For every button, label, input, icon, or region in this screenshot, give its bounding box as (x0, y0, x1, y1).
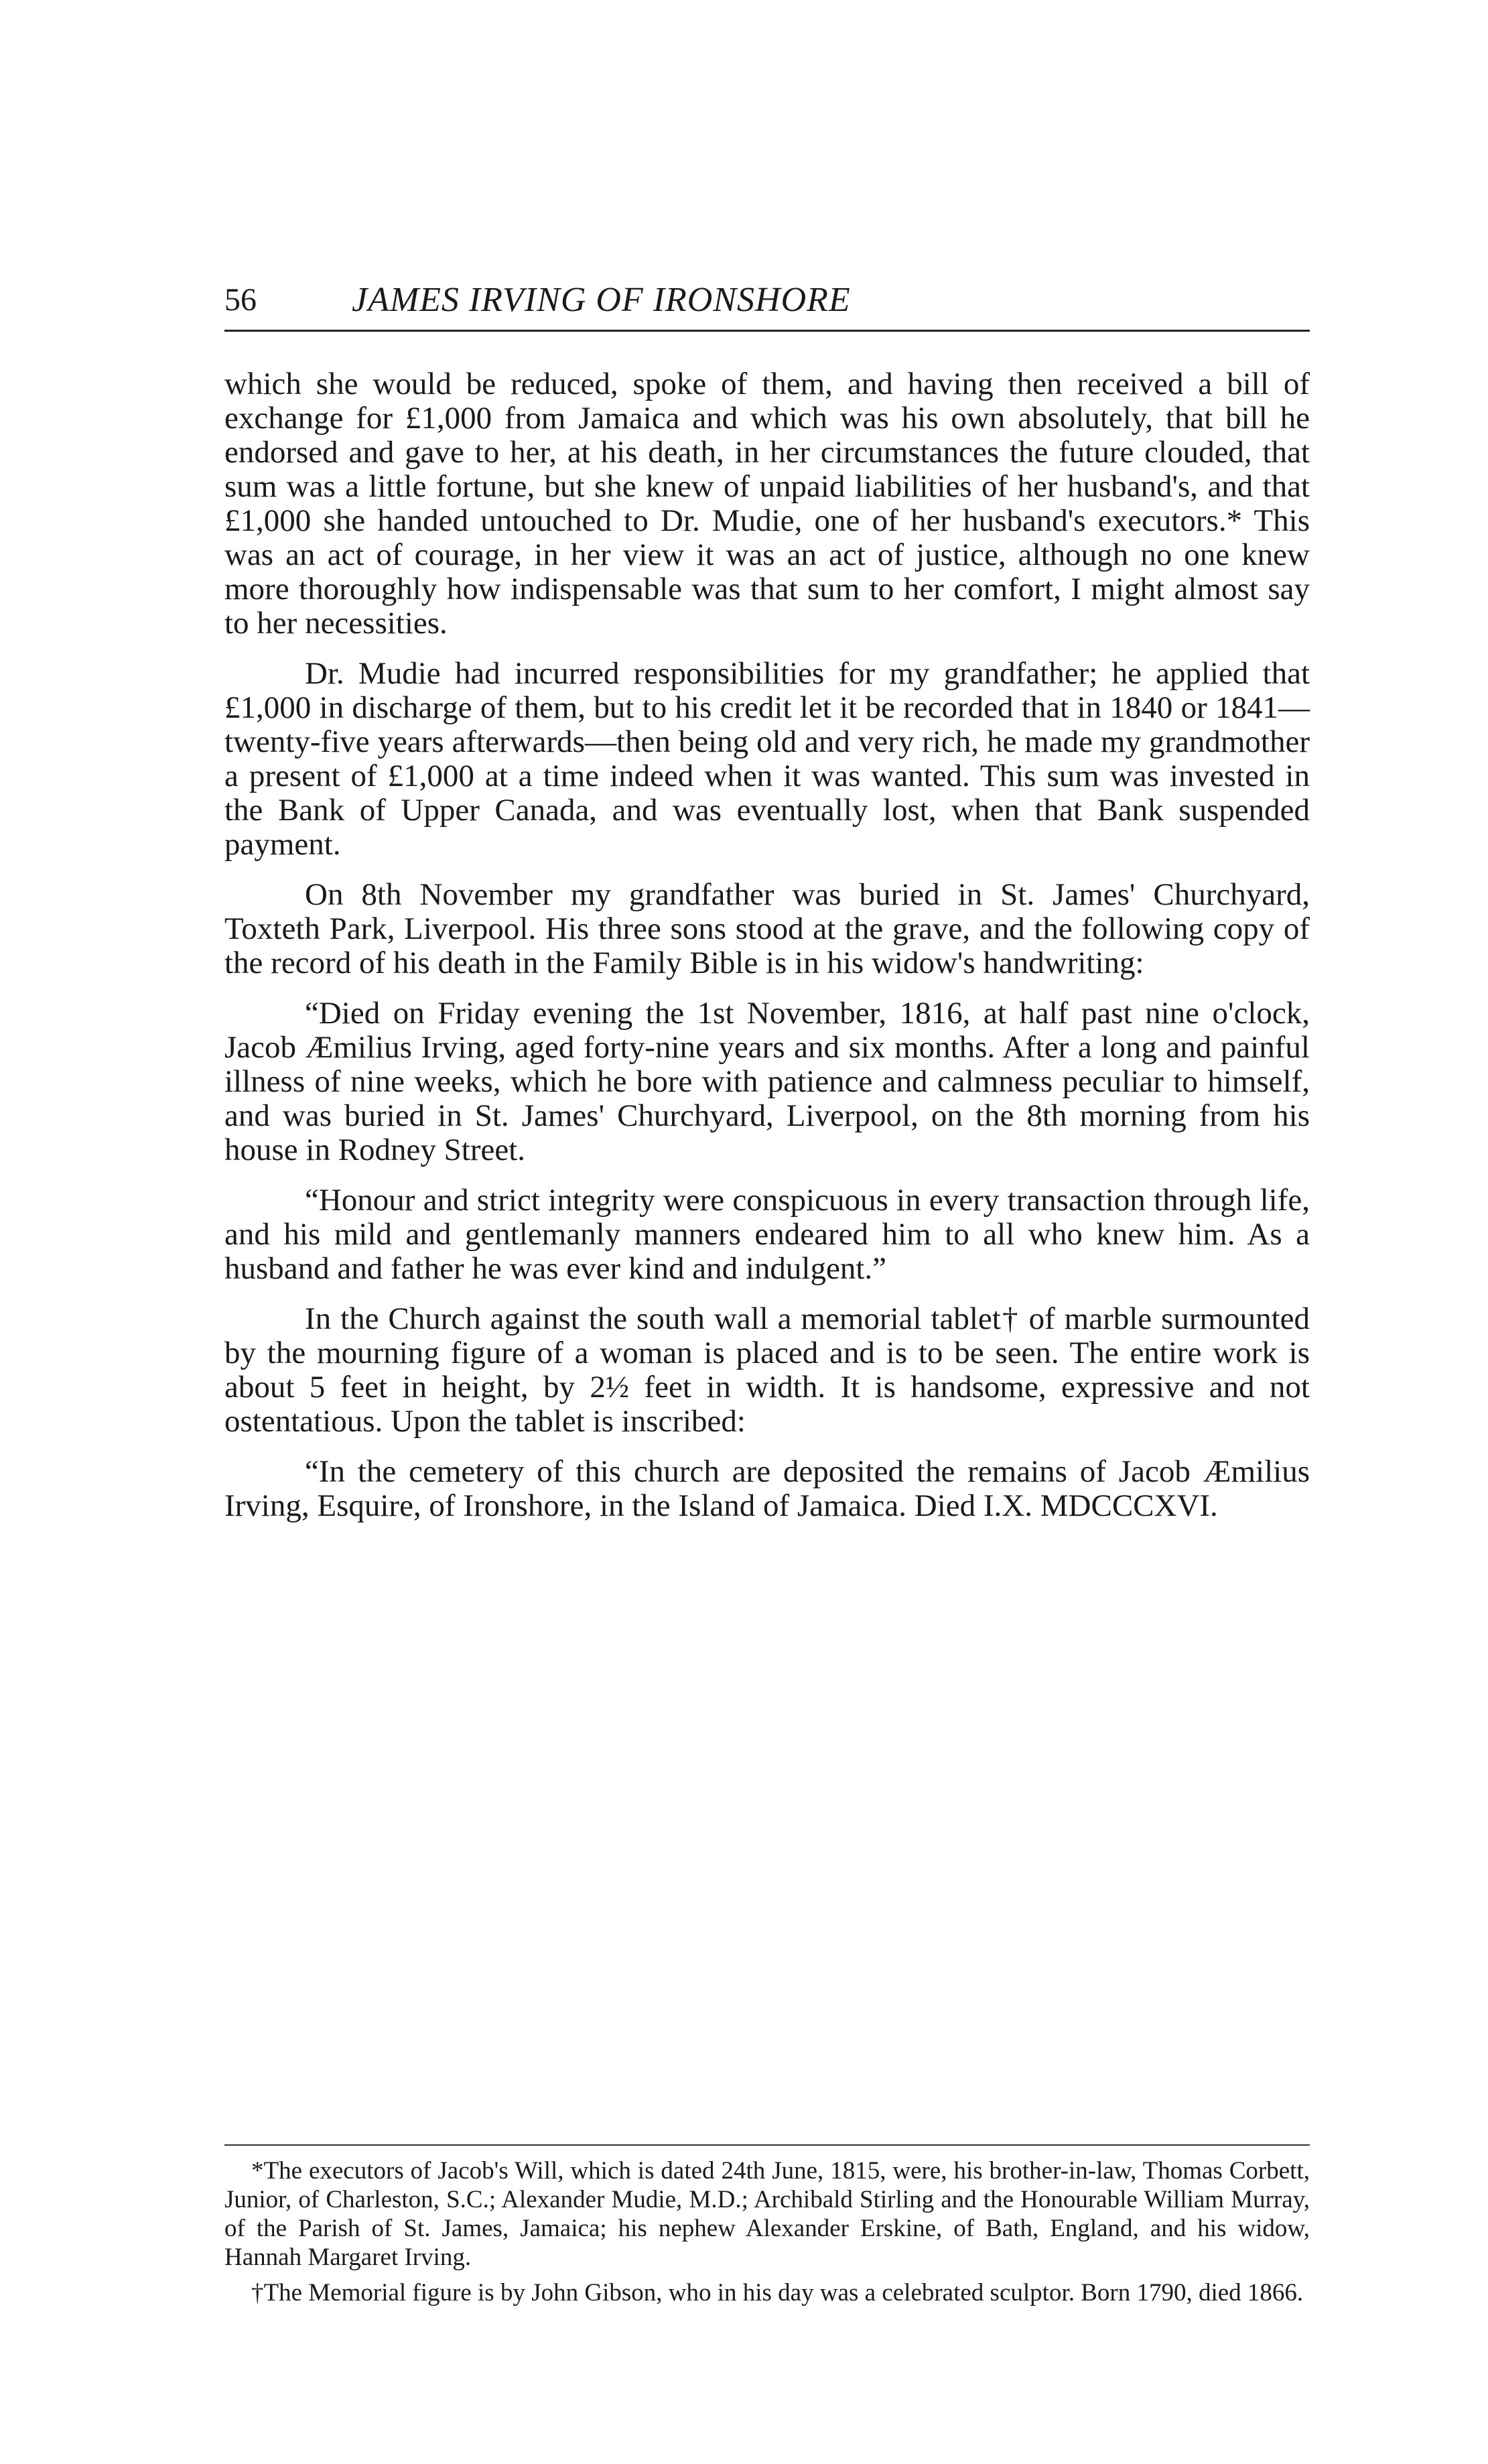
paragraph-burial: On 8th November my grandfather was buried in St. James' Churchyard, Toxteth Park, Liverpool. His three sons stood at the grave, and the following copy of the record of his death in the Family Bible is in his widow's handwriting: (224, 877, 1310, 980)
footnote-executors: *The executors of Jacob's Will, which is dated 24th June, 1815, were, his brother-in-law, Thomas Corbett, Junior, of Charleston, S.C.; Alexander Mudie, M.D.; Archibald Stirling and the Honourable William Murray, of the Parish of St. James, Jamaica; his nephew Alexander Erskine, of Bath, England, and his widow, Hannah Margaret Irving. (224, 2157, 1310, 2271)
quote-inscription: “In the cemetery of this church are deposited the remains of Jacob Æmilius Irving, Esquire, of Ironshore, in the Island of Jamaica. Died I.X. MDCCCXVI. (224, 1454, 1310, 1523)
paragraph-continuation: which she would be reduced, spoke of them, and having then received a bill of exchange for £1,000 from Jamaica and which was his own absolutely, that bill he endorsed and gave to her, at his death, in her circumstances the future clouded, that sum was a little fortune, but she knew of unpaid liabilities of her husband's, and that £1,000 she handed untouched to Dr. Mudie, one of her husband's executors.* This was an act of courage, in her view it was an act of justice, although no one knew more thoroughly how indispensable was that sum to her comfort, I might almost say to her necessities. (224, 367, 1310, 641)
footnote-memorial-figure: †The Memorial figure is by John Gibson, who in his day was a celebrated sculptor. Born 1790, died 1866. (251, 2279, 1304, 2307)
quote-honour: “Honour and strict integrity were conspicuous in every transaction through life, and his mild and gentlemanly manners endeared him to all who knew him. As a husband and father he was ever kind and indulgent.” (224, 1183, 1310, 1286)
quote-bible-record: “Died on Friday evening the 1st November, 1816, at half past nine o'clock, Jacob Æmilius Irving, aged forty-nine years and six months. After a long and painful illness of nine weeks, which he bore with patience and calmness peculiar to himself, and was buried in St. James' Churchyard, Liverpool, on the 8th morning from his house in Rodney Street. (224, 996, 1310, 1167)
footnote-rule (224, 2144, 1310, 2146)
body-text (224, 367, 1310, 1539)
paragraph-mudie: Dr. Mudie had incurred responsibilities for my grandfather; he applied that £1,000 in discharge of them, but to his credit let it be recorded that in 1840 or 1841—twenty-five years afterwards—then being old and very rich, he made my grandmother a present of £1,000 at a time indeed when it was wanted. This sum was invested in the Bank of Upper Canada, and was eventually lost, when that Bank suspended payment. (224, 656, 1310, 862)
running-title: JAMES IRVING OF IRONSHORE (352, 281, 851, 319)
page-number: 56 (224, 282, 257, 318)
page-header (224, 280, 1310, 327)
footnotes (224, 2156, 1310, 2314)
paragraph-memorial-tablet: In the Church against the south wall a memorial tablet† of marble surmounted by the mourning figure of a woman is placed and is to be seen. The entire work is about 5 feet in height, by 2½ feet in width. It is handsome, expressive and not ostentatious. Upon the tablet is inscribed: (224, 1301, 1310, 1439)
header-rule (224, 330, 1310, 332)
